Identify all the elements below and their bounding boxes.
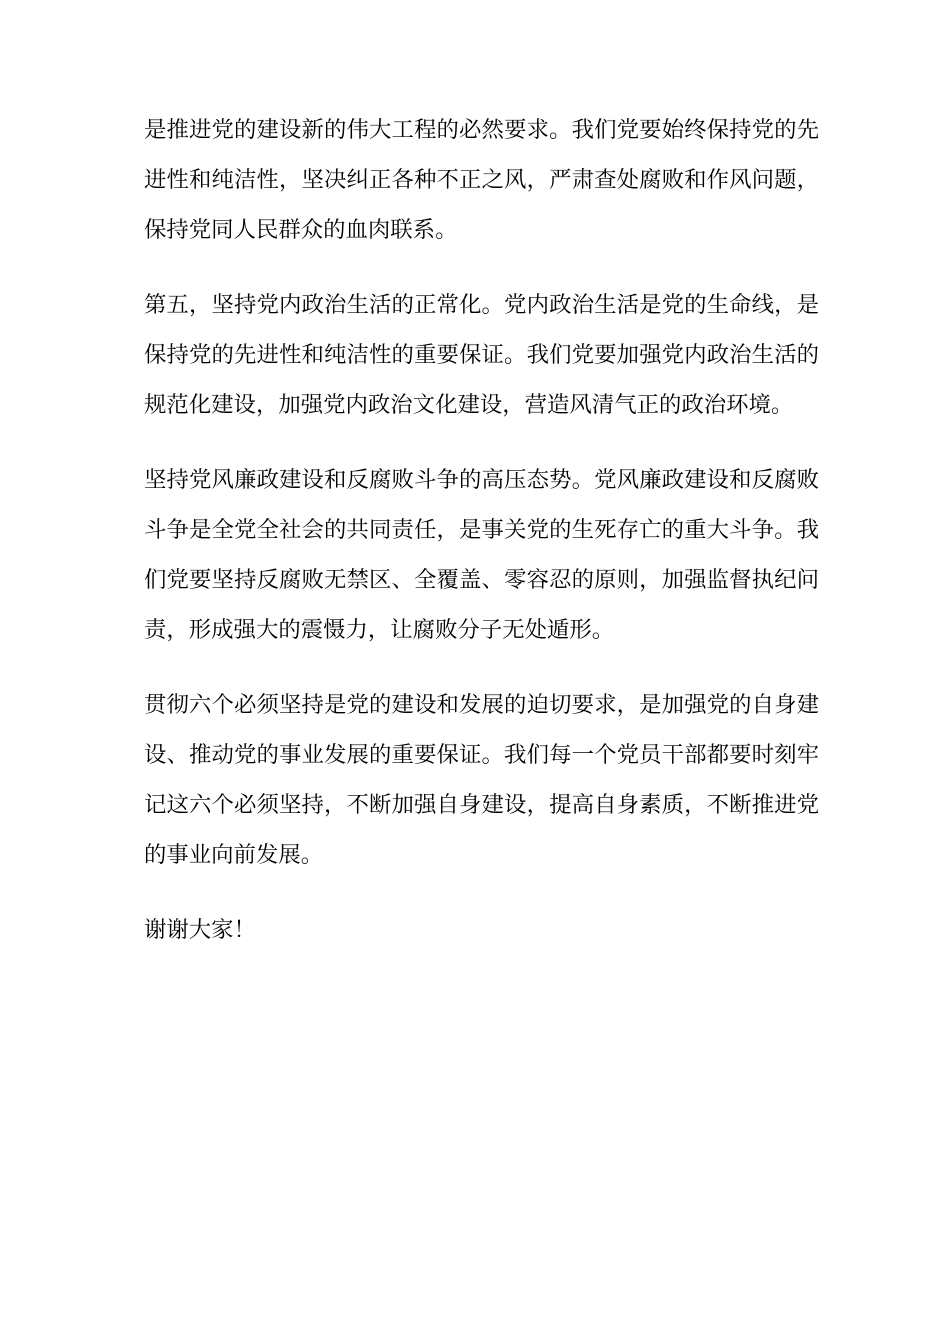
paragraph-party-building: 是推进党的建设新的伟大工程的必然要求。我们党要始终保持党的先进性和纯洁性，坚决纠正各种不正之风，严肃查处腐败和作风问题，保持党同人民群众的血肉联系。 — [144, 117, 819, 243]
closing-remark: 谢谢大家！ — [144, 917, 256, 943]
paragraph-anti-corruption: 坚持党风廉政建设和反腐败斗争的高压态势。党风廉政建设和反腐败斗争是全党全社会的共同责任，是事关党的生死存亡的重大斗争。我们党要坚持反腐败无禁区、全覆盖、零容忍的原则，加强监督执纪问责，形成强大的震慑力，让腐败分子无处遁形。 — [144, 467, 819, 643]
paragraph-conclusion: 贯彻六个必须坚持是党的建设和发展的迫切要求，是加强党的自身建设、推动党的事业发展的重要保证。我们每一个党员干部都要时刻牢记这六个必须坚持，不断加强自身建设，提高自身素质，不断推进党的事业向前发展。 — [144, 692, 819, 868]
document-body — [144, 105, 819, 955]
paragraph-fifth-point: 第五，坚持党内政治生活的正常化。党内政治生活是党的生命线，是保持党的先进性和纯洁性的重要保证。我们党要加强党内政治生活的规范化建设，加强党内政治文化建设，营造风清气正的政治环境。 — [144, 292, 819, 418]
